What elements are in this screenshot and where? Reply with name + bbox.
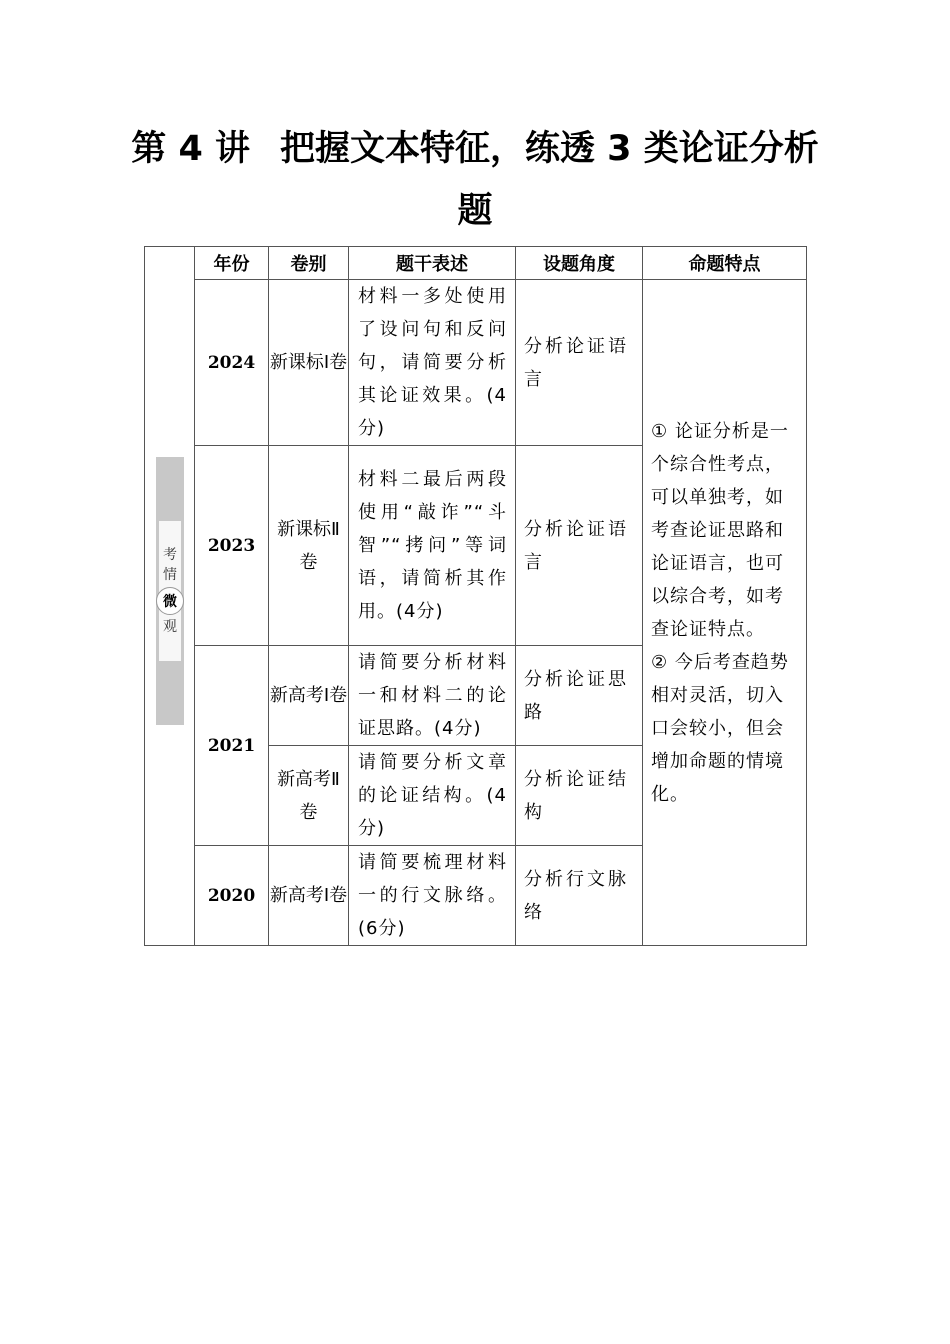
header-volume: 卷别 — [269, 247, 349, 280]
year-cell: 2023 — [195, 446, 269, 646]
question-cell: 材料一多处使用了设问句和反问句，请简要分析其论证效果。(4分) — [349, 280, 516, 446]
year-cell: 2020 — [195, 846, 269, 946]
title-topic: 把握文本特征，练透 3 类论证分析题 — [280, 129, 819, 231]
exam-analysis-table — [144, 246, 807, 946]
title-lesson: 第 4 讲 — [131, 129, 250, 169]
volume-cell: 新课标Ⅱ卷 — [269, 446, 349, 646]
badge-char: 考 — [163, 547, 177, 563]
badge-circle-char: 微 — [156, 587, 184, 615]
badge-char: 情 — [163, 567, 177, 583]
year-cell: 2024 — [195, 280, 269, 446]
angle-cell: 分析论证语言 — [516, 280, 643, 446]
angle-cell: 分析行文脉络 — [516, 846, 643, 946]
question-cell: 材料二最后两段使用“敲诈”“斗智”“拷问”等词语，请简析其作用。(4分) — [349, 446, 516, 646]
angle-cell: 分析论证语言 — [516, 446, 643, 646]
table-row — [145, 280, 807, 446]
header-question: 题干表述 — [349, 247, 516, 280]
question-cell: 请简要分析文章的论证结构。(4分) — [349, 746, 516, 846]
volume-cell: 新高考Ⅰ卷 — [269, 846, 349, 946]
volume-cell: 新高考Ⅰ卷 — [269, 646, 349, 746]
feature-point-2: ② 今后考查趋势相对灵活，切入口会较小，但会增加命题的情境化。 — [651, 651, 789, 805]
volume-cell: 新课标Ⅰ卷 — [269, 280, 349, 446]
question-cell: 请简要分析材料一和材料二的论证思路。(4分) — [349, 646, 516, 746]
header-features: 命题特点 — [643, 247, 807, 280]
kaoqing-weiguan-badge — [156, 457, 184, 725]
question-cell: 请简要梳理材料一的行文脉络。(6分) — [349, 846, 516, 946]
year-cell: 2021 — [195, 646, 269, 846]
angle-cell: 分析论证结构 — [516, 746, 643, 846]
feature-point-1: ① 论证分析是一个综合性考点，可以单独考，如考查论证思路和论证语言，也可以综合考，如考查论证特点。 — [651, 420, 789, 640]
header-angle: 设题角度 — [516, 247, 643, 280]
side-badge-cell — [145, 247, 195, 946]
angle-cell: 分析论证思路 — [516, 646, 643, 746]
header-year: 年份 — [195, 247, 269, 280]
page-title — [120, 118, 830, 242]
features-cell — [643, 280, 807, 946]
volume-cell: 新高考Ⅱ卷 — [269, 746, 349, 846]
badge-char: 观 — [163, 619, 177, 635]
